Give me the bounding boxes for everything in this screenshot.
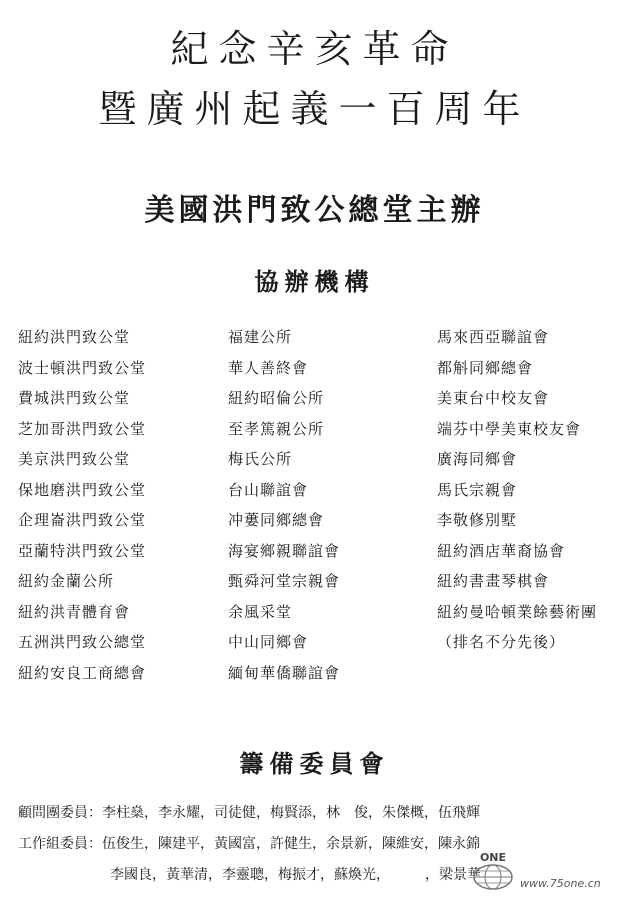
list-item: 馬氏宗親會 [437,480,518,499]
ranking-note: （排名不分先後） [437,633,566,651]
list-item: 李敬修別墅 [437,511,518,529]
list-item: 中山同鄉會 [228,633,309,651]
preparatory-committee-heading: 籌備委員會 [239,749,390,778]
list-item: 馬來西亞聯誼會 [437,328,550,346]
host-organizer: 美國洪門致公總堂主辦 [144,193,485,228]
list-item: 紐約曼哈頓業餘藝術團 [437,602,598,621]
watermark-url: www.75one.cn [520,877,601,890]
list-item: 台山聯誼會 [228,480,309,499]
list-item: 五洲洪門致公總堂 [18,633,147,651]
list-item: 保地磨洪門致公堂 [18,480,147,499]
co-organizers-column-3 [437,322,597,658]
co-organizers-column-1 [18,322,146,688]
list-item: 都斛同鄉總會 [437,358,534,377]
list-item: 冲蔞同鄉總會 [228,511,325,529]
co-organizers-column-2 [228,322,340,688]
list-item: 廣海同鄉會 [437,450,518,468]
list-item: 端芬中學美東校友會 [437,419,582,438]
list-item: 波士頓洪門致公堂 [18,358,147,377]
co-organizers-heading: 協辦機構 [254,267,375,296]
list-item: 亞蘭特洪門致公堂 [18,541,147,560]
list-item: 紐約洪青體育會 [18,602,131,621]
list-item: 福建公所 [228,328,293,346]
list-item: 緬甸華僑聯誼會 [228,663,341,682]
list-item: 紐約洪門致公堂 [18,328,131,346]
working-group-line: 工作組委員：伍俊生，陳建平，黃國富，許健生，余景新，陳維安，陳永錦 [18,836,480,852]
list-item: 華人善終會 [228,358,309,377]
list-item: 費城洪門致公堂 [18,389,131,407]
watermark-logo-icon [470,850,516,892]
list-item: 紐約金蘭公所 [18,572,115,590]
list-item: 美東台中校友會 [437,389,550,407]
list-item: 紐約酒店華裔協會 [437,541,566,560]
list-item: 紐約書畫琴棋會 [437,572,550,590]
list-item: 至孝篤親公所 [228,419,325,438]
title-line-1: 紀念辛亥革命 [170,27,459,71]
working-group-line-continued: 李國良，黃華清，李靈聰，梅振才，蘇煥光， ，梁景華 [110,867,481,883]
list-item: 紐約昭倫公所 [228,389,325,407]
list-item: 梅氏公所 [228,450,293,468]
watermark-logo-text: ONE [479,851,507,864]
list-item: 余風采堂 [228,602,293,621]
list-item: 海宴鄉親聯誼會 [228,541,341,560]
list-item: 紐約安良工商總會 [18,663,147,682]
list-item: 企理崙洪門致公堂 [18,511,147,529]
list-item: 芝加哥洪門致公堂 [18,419,147,438]
list-item: 美京洪門致公堂 [18,450,131,468]
advisors-line: 顧問團委員：李柱燊，李永耀，司徒健，梅賢添，林 俊，朱傑概，伍飛輝 [18,805,480,821]
title-line-2: 暨廣州起義一百周年 [98,87,531,131]
list-item: 甄舜河堂宗親會 [228,572,341,590]
